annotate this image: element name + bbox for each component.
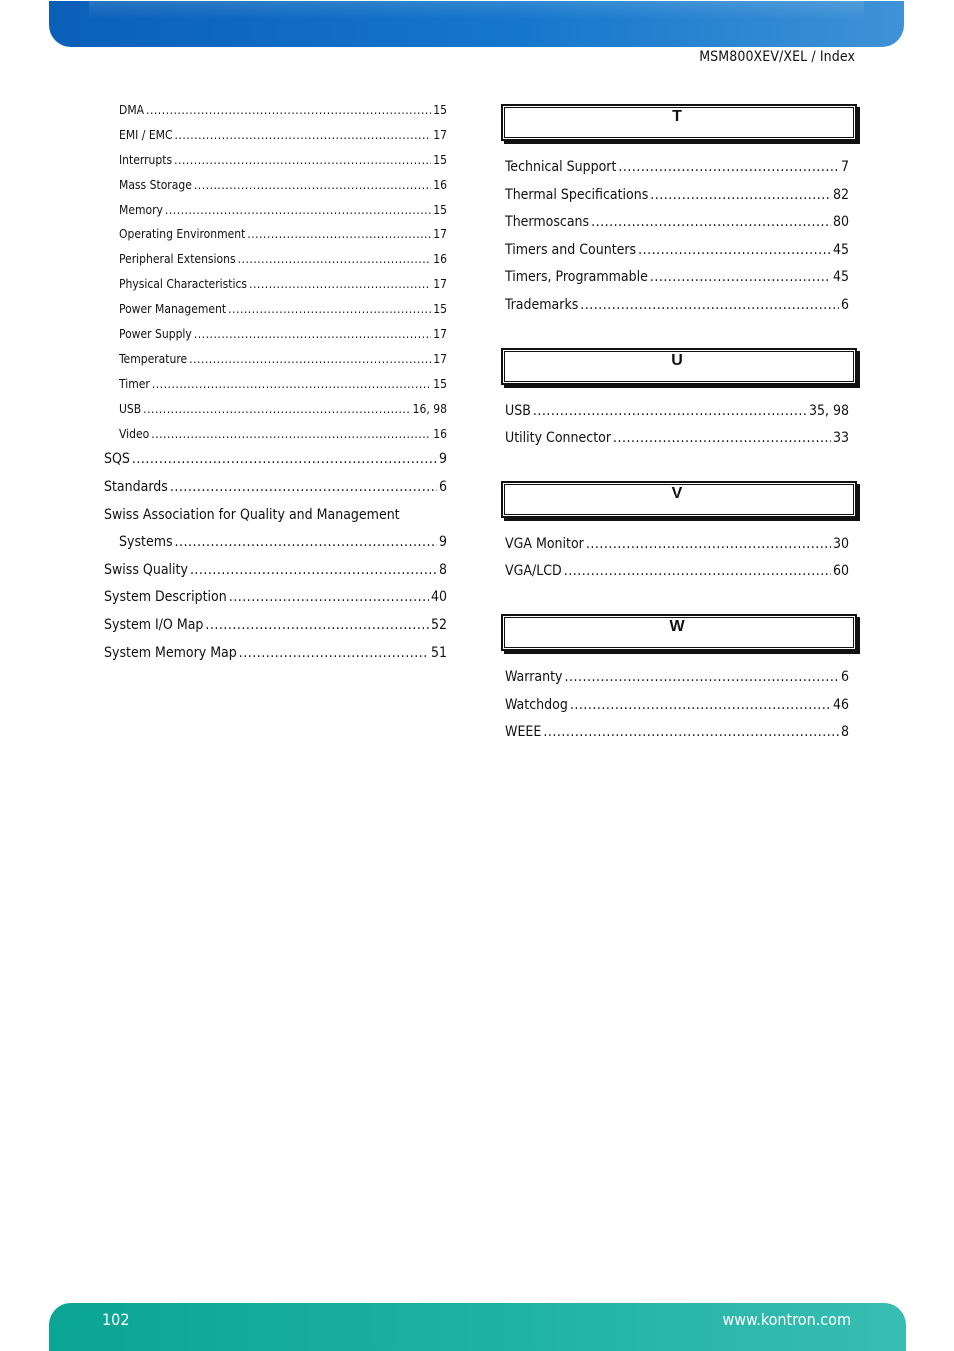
dot-leader bbox=[194, 173, 431, 198]
index-entry[interactable] bbox=[104, 529, 447, 557]
index-entry-page: 8 bbox=[438, 561, 447, 578]
index-entry-label: Utility Connector bbox=[505, 430, 612, 447]
index-entry[interactable] bbox=[104, 347, 447, 372]
index-entry[interactable] bbox=[505, 182, 849, 210]
index-entry[interactable] bbox=[505, 398, 849, 426]
dot-leader bbox=[175, 529, 437, 557]
index-entry-label: WEEE bbox=[505, 724, 542, 741]
dot-leader bbox=[238, 247, 432, 272]
index-entry-label: Timers, Programmable bbox=[505, 269, 648, 286]
index-entry-label: VGA Monitor bbox=[505, 535, 584, 552]
index-entry-page: 33 bbox=[832, 430, 849, 447]
dot-leader bbox=[618, 154, 839, 182]
dot-leader bbox=[151, 422, 431, 447]
index-entry[interactable] bbox=[505, 692, 849, 720]
index-entry[interactable] bbox=[104, 247, 447, 272]
index-entry-label: DMA bbox=[119, 103, 145, 117]
index-entry-page: 51 bbox=[430, 644, 447, 661]
dot-leader bbox=[190, 557, 437, 585]
index-entry-label: Interrupts bbox=[119, 152, 173, 167]
dot-leader bbox=[533, 398, 807, 426]
index-entry-page: 46 bbox=[832, 696, 849, 713]
section-entries bbox=[505, 154, 849, 320]
index-entry-label: SQS bbox=[104, 451, 130, 468]
index-entry[interactable] bbox=[104, 612, 447, 640]
dot-leader bbox=[228, 297, 431, 322]
index-entry-page: 40 bbox=[430, 589, 447, 606]
dot-leader bbox=[239, 640, 429, 668]
dot-leader bbox=[580, 292, 839, 320]
dot-leader bbox=[650, 182, 831, 210]
index-entry[interactable] bbox=[104, 123, 447, 148]
index-entry-label: Peripheral Extensions bbox=[119, 252, 236, 267]
index-entry[interactable] bbox=[505, 292, 849, 320]
index-entry-page: 16 bbox=[433, 426, 447, 441]
dot-leader bbox=[650, 264, 831, 292]
index-entry-label: Power Management bbox=[119, 302, 227, 317]
index-entry[interactable] bbox=[505, 264, 849, 292]
index-entry-page: 7 bbox=[840, 159, 849, 175]
section-entries bbox=[505, 398, 849, 453]
index-entry-label: Swiss Association for Quality and Management bbox=[104, 506, 400, 523]
dot-leader bbox=[570, 692, 831, 720]
index-entry[interactable] bbox=[505, 664, 849, 692]
dot-leader bbox=[205, 612, 429, 640]
index-entry-page: 52 bbox=[430, 617, 447, 634]
index-entry-page: 6 bbox=[840, 668, 849, 685]
dot-leader bbox=[564, 664, 839, 692]
index-entry-page: 17 bbox=[433, 327, 447, 342]
index-entry-label: System Description bbox=[104, 589, 227, 606]
index-entry[interactable] bbox=[104, 446, 447, 474]
dot-leader bbox=[189, 347, 431, 372]
index-entry-page: 6 bbox=[840, 296, 849, 313]
index-entry-page: 15 bbox=[433, 152, 447, 167]
index-entry[interactable] bbox=[104, 372, 447, 397]
index-entry[interactable] bbox=[104, 297, 447, 322]
index-section-u bbox=[505, 348, 849, 453]
index-entry-label: Mass Storage bbox=[119, 177, 192, 192]
index-entry-label: Systems bbox=[119, 534, 173, 551]
section-letter: W bbox=[669, 617, 685, 635]
index-entry-page: 15 bbox=[433, 103, 447, 117]
index-entry-page: 15 bbox=[433, 376, 447, 391]
index-entry-page: 45 bbox=[832, 269, 849, 286]
index-entry[interactable] bbox=[104, 173, 447, 198]
index-entry-label: Power Supply bbox=[119, 327, 192, 342]
index-entry-page: 9 bbox=[438, 451, 447, 468]
index-entry-page: 82 bbox=[832, 186, 849, 203]
index-entry-label: Warranty bbox=[505, 668, 563, 685]
index-entry-label: Technical Support bbox=[505, 159, 617, 175]
dot-leader bbox=[591, 209, 831, 237]
index-column-left bbox=[104, 98, 447, 667]
website-link[interactable]: www.kontron.com bbox=[722, 1310, 851, 1329]
dot-leader bbox=[174, 148, 431, 173]
index-entry-page: 9 bbox=[438, 534, 447, 551]
index-entry[interactable] bbox=[104, 584, 447, 612]
dot-leader bbox=[132, 446, 437, 474]
index-entry-page: 16, 98 bbox=[412, 401, 447, 416]
dot-leader bbox=[247, 222, 431, 247]
section-letter: T bbox=[672, 108, 682, 125]
index-entry-label: System I/O Map bbox=[104, 617, 204, 634]
index-entry-label: Timer bbox=[119, 376, 150, 391]
dot-leader bbox=[543, 719, 839, 747]
dot-leader bbox=[586, 531, 831, 559]
index-entry-page: 60 bbox=[832, 563, 849, 580]
document-title: MSM800XEV/XEL / Index bbox=[699, 49, 855, 65]
index-entry[interactable] bbox=[104, 397, 447, 422]
index-entry-label: VGA/LCD bbox=[505, 563, 562, 580]
index-entry-page: 35, 98 bbox=[808, 402, 849, 419]
index-section-w bbox=[505, 614, 849, 747]
section-letter: U bbox=[671, 351, 683, 369]
index-entry[interactable] bbox=[104, 222, 447, 247]
section-letter-box bbox=[505, 481, 857, 517]
index-entry[interactable] bbox=[505, 558, 849, 586]
section-letter-box bbox=[505, 104, 857, 140]
index-entry-label: Timers and Counters bbox=[505, 241, 637, 258]
index-entry-page: 8 bbox=[840, 724, 849, 741]
index-entry-label: Memory bbox=[119, 202, 163, 217]
index-entry-page: 45 bbox=[832, 241, 849, 258]
dot-leader bbox=[564, 558, 831, 586]
index-entry[interactable] bbox=[104, 272, 447, 297]
section-letter-box bbox=[505, 348, 857, 384]
index-entry[interactable] bbox=[104, 474, 447, 502]
dot-leader bbox=[152, 372, 431, 397]
index-entry[interactable] bbox=[104, 502, 447, 530]
index-entry-page: 30 bbox=[832, 535, 849, 552]
index-entry[interactable] bbox=[505, 237, 849, 265]
index-entry-page: 17 bbox=[433, 127, 447, 142]
index-entry-label: USB bbox=[119, 401, 142, 416]
index-entry-page: 80 bbox=[832, 214, 849, 231]
index-entry[interactable] bbox=[505, 425, 849, 453]
index-section-v bbox=[505, 481, 849, 586]
dot-leader bbox=[143, 397, 411, 422]
index-entry-label: Temperature bbox=[119, 351, 188, 366]
dot-leader bbox=[170, 474, 437, 502]
index-entry-page: 6 bbox=[438, 479, 447, 496]
index-entry-page: 16 bbox=[433, 252, 447, 267]
index-entry[interactable] bbox=[104, 640, 447, 668]
index-entry-label: Trademarks bbox=[505, 296, 579, 313]
dot-leader bbox=[175, 123, 432, 148]
index-entry-page: 17 bbox=[433, 227, 447, 242]
section-letter-box bbox=[505, 614, 857, 650]
index-entry-label: Physical Characteristics bbox=[119, 277, 248, 292]
index-entry[interactable] bbox=[505, 209, 849, 237]
index-entry[interactable] bbox=[104, 198, 447, 223]
index-entry-label: Standards bbox=[104, 479, 168, 496]
index-entry-label: Watchdog bbox=[505, 696, 568, 713]
index-column-right bbox=[505, 104, 849, 775]
index-entry-label: Thermoscans bbox=[505, 214, 590, 231]
index-entry-label: Operating Environment bbox=[119, 227, 246, 242]
index-entry-page: 15 bbox=[433, 202, 447, 217]
dot-leader bbox=[165, 198, 431, 223]
index-entry-label: USB bbox=[505, 402, 531, 419]
index-entry[interactable] bbox=[505, 531, 849, 559]
index-entry-page: 16 bbox=[433, 177, 447, 192]
index-entry[interactable] bbox=[104, 148, 447, 173]
dot-leader bbox=[249, 272, 431, 297]
header-bar bbox=[49, 1, 904, 47]
dot-leader bbox=[194, 322, 431, 347]
index-entry-label: System Memory Map bbox=[104, 644, 237, 661]
index-entry[interactable] bbox=[104, 98, 447, 123]
index-entry[interactable] bbox=[505, 154, 849, 182]
index-entry-label: Video bbox=[119, 426, 150, 441]
index-entry[interactable] bbox=[104, 322, 447, 347]
index-entry-label: Thermal Specifications bbox=[505, 186, 649, 203]
index-entry-page: 15 bbox=[433, 302, 447, 317]
index-entry[interactable] bbox=[505, 719, 849, 747]
dot-leader bbox=[229, 584, 429, 612]
index-section-t bbox=[505, 104, 849, 320]
page-number: 102 bbox=[102, 1310, 130, 1329]
index-entry-label: EMI / EMC bbox=[119, 127, 173, 142]
index-entry-page: 17 bbox=[433, 277, 447, 292]
dot-leader bbox=[613, 425, 831, 453]
dot-leader bbox=[638, 237, 831, 265]
index-entry-label: Swiss Quality bbox=[104, 561, 188, 578]
section-entries bbox=[505, 664, 849, 747]
section-entries bbox=[505, 531, 849, 586]
index-entry-page: 17 bbox=[433, 351, 447, 366]
section-letter: V bbox=[671, 484, 683, 502]
index-entry[interactable] bbox=[104, 557, 447, 585]
index-entry[interactable] bbox=[104, 422, 447, 447]
dot-leader bbox=[146, 98, 431, 123]
